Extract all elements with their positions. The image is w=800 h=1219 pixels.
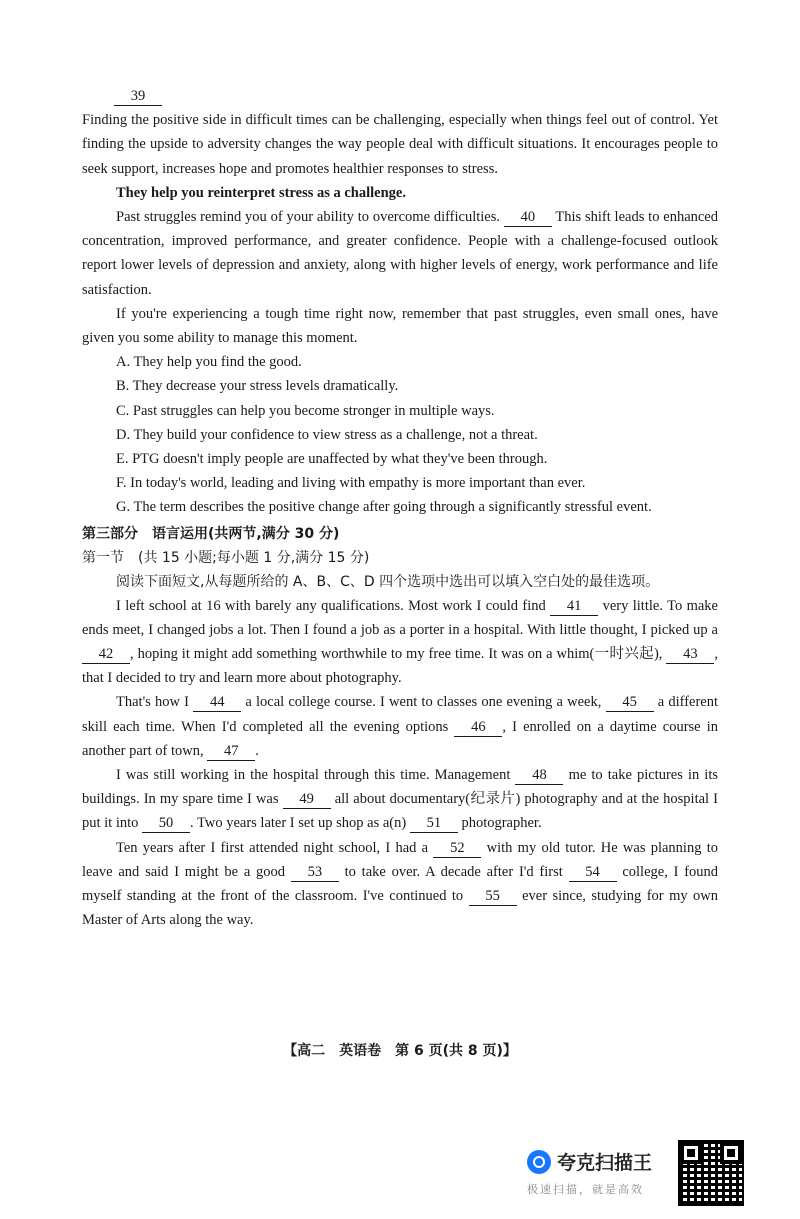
answer-blank: 43 xyxy=(666,645,714,664)
answer-blank: 50 xyxy=(142,814,190,833)
option-e: E. PTG doesn't imply people are unaffected by what they've been through. xyxy=(116,451,548,468)
quark-logo-icon xyxy=(527,1150,551,1174)
answer-blank: 40 xyxy=(504,208,552,227)
answer-blank: 48 xyxy=(515,766,563,785)
page-footer: 【高二 英语卷 第 6 页(共 8 页)】 xyxy=(283,1043,517,1059)
option-b: B. They decrease your stress levels dramatically. xyxy=(116,378,399,395)
answer-blank: 53 xyxy=(291,863,339,882)
passage-paragraph: Past struggles remind you of your ability to overcome difficulties. 40 This shift leads to enhanced concentration, improved performance, and greater confidence. People with a challenge-focused outlook report lower levels of depression and anxiety, along with higher levels of energy, work performance and life satisfaction. xyxy=(82,209,718,298)
answer-blank: 42 xyxy=(82,645,130,664)
qr-code-icon xyxy=(678,1140,744,1206)
cloze-paragraph: I was still working in the hospital through this time. Management 48 me to take pictures in its buildings. In my spare time I was 49 all about documentary(纪录片) photography and at the hospital I put it into 50 . Two years later I set up shop as a(n) 51 photographer. xyxy=(82,767,719,832)
scanner-watermark xyxy=(527,1148,667,1197)
option-g: G. The term describes the positive change after going through a significantly stressful event. xyxy=(116,499,652,516)
option-f: F. In today's world, leading and living with empathy is more important than ever. xyxy=(116,475,586,492)
option-d: D. They build your confidence to view stress as a challenge, not a threat. xyxy=(116,426,538,443)
answer-blank: 55 xyxy=(469,887,517,906)
cloze-paragraph: That's how I 44 a local college course. I went to classes one evening a week, 45 a different skill each time. When I'd completed all the evening options 46 , I enrolled on a daytime course in another part of town, 47 . xyxy=(82,694,719,759)
brand-slogan: 极速扫描，就是高效 xyxy=(527,1183,644,1196)
brand-name: 夸克扫描王 xyxy=(557,1152,653,1174)
answer-blank: 46 xyxy=(454,718,502,737)
answer-blank: 45 xyxy=(606,693,654,712)
answer-blank: 52 xyxy=(433,839,481,858)
passage-subheading: They help you reinterpret stress as a challenge. xyxy=(116,184,406,201)
exam-page xyxy=(82,84,718,933)
option-a: A. They help you find the good. xyxy=(116,354,302,371)
answer-blank: 54 xyxy=(569,863,617,882)
instruction: 阅读下面短文,从每题所给的 A、B、C、D 四个选项中选出可以填入空白处的最佳选项。 xyxy=(116,573,660,590)
answer-blank: 49 xyxy=(283,790,331,809)
option-c: C. Past struggles can help you become stronger in multiple ways. xyxy=(116,402,495,419)
section-heading: 第一节 (共 15 小题;每小题 1 分,满分 15 分) xyxy=(82,549,370,566)
cloze-paragraph: I left school at 16 with barely any qualifications. Most work I could find 41 very little. To make ends meet, I changed jobs a lot. Then I found a job as a porter in a hospital. With little thought, I picked up a 42 , hoping it might add something worthwhile to my free time. It was on a whim(一时兴起), 43 , that I decided to try and learn more about photography. xyxy=(82,597,719,687)
answer-blank: 41 xyxy=(550,597,598,616)
passage-paragraph: Finding the positive side in difficult times can be challenging, especially when things feel out of control. Yet finding the upside to adversity changes the way people deal with difficult situations. It encourages people to seek support, increases hope and promotes healthier responses to stress. xyxy=(82,112,718,177)
answer-blank: 44 xyxy=(193,693,241,712)
answer-blank: 47 xyxy=(207,742,255,761)
passage-paragraph: If you're experiencing a tough time right now, remember that past struggles, even small ones, have given you some ability to manage this moment. xyxy=(82,305,718,347)
blank-line-39 xyxy=(82,84,718,108)
answer-blank: 39 xyxy=(114,87,162,106)
part-heading: 第三部分 语言运用(共两节,满分 30 分) xyxy=(82,525,340,542)
answer-blank: 51 xyxy=(410,814,458,833)
cloze-paragraph: Ten years after I first attended night school, I had a 52 with my old tutor. He was planning to leave and said I might be a good 53 to take over. A decade after I'd first 54 college, I found myself standing at the front of the classroom. I've continued to 55 ever since, studying for my own Master of Arts along the way. xyxy=(82,839,719,929)
